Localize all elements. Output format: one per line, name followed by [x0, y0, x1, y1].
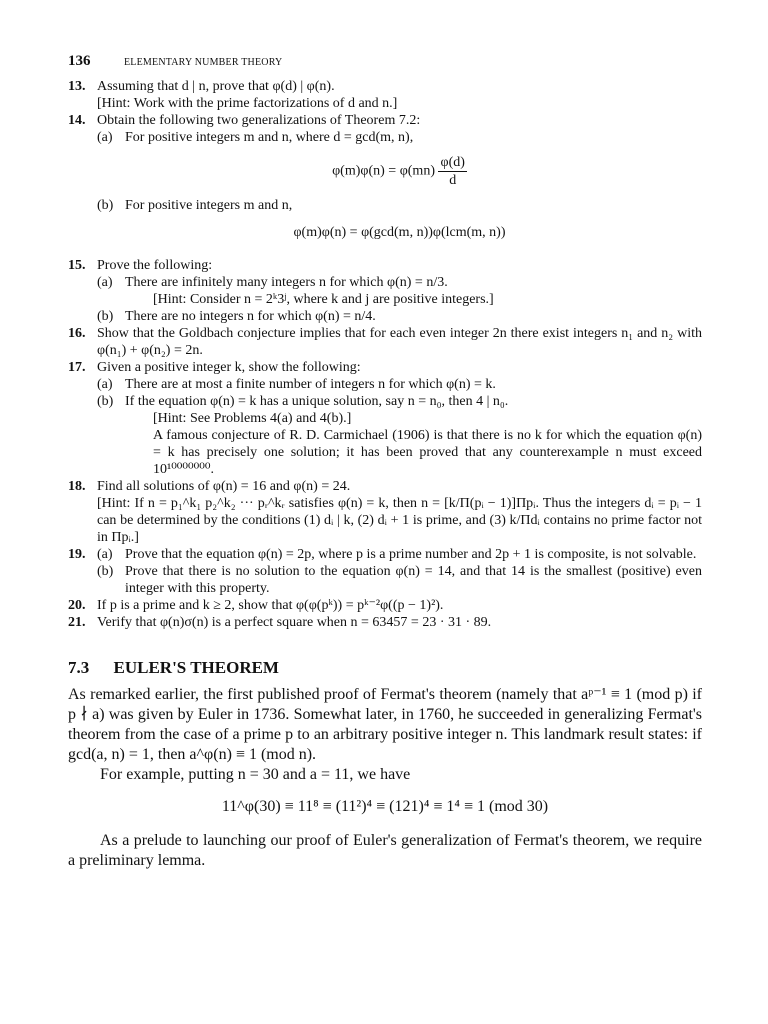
subpart-label: (a) [97, 377, 113, 392]
page-number: 136 [68, 53, 91, 69]
subpart-label: (a) [97, 130, 113, 145]
section-body [68, 685, 702, 871]
subpart-label: (b) [97, 198, 114, 213]
running-title: ELEMENTARY NUMBER THEORY [124, 57, 283, 68]
problem-number: 17. [68, 360, 86, 375]
problem-hint: [Hint: See Problems 4(a) and 4(b).] [153, 411, 352, 426]
problem-text: If p is a prime and k ≥ 2, show that φ(φ(pᵏ)) = pᵏ⁻²φ((p − 1)²). [97, 598, 444, 613]
problem-text: Prove the following: [97, 258, 213, 273]
subpart-text: Prove that the equation φ(n) = 2p, where p is a prime number and 2p + 1 is composite, is not solvable. [125, 547, 697, 562]
subpart-a [97, 129, 702, 146]
problem-16 [68, 325, 702, 359]
problem-note: A famous conjecture of R. D. Carmichael (1906) is that there is no k for which the equation φ(n) = k has precisely one solution; it has been proved that any counterexample n must exceed 10¹⁰⁰⁰⁰⁰⁰⁰. [153, 428, 702, 477]
problem-17 [68, 359, 702, 478]
problem-text: Show that the Goldbach conjecture implies that for each even integer 2n there exist integers n₁ and n₂ with φ(n₁) + φ(n₂) = 2n. [97, 326, 702, 358]
problem-text: Find all solutions of φ(n) = 16 and φ(n) = 24. [97, 479, 351, 494]
display-equation: 11^φ(30) ≡ 11⁸ ≡ (11²)⁴ ≡ (121)⁴ ≡ 1⁴ ≡ 1 (mod 30) [221, 798, 549, 815]
problem-number: 14. [68, 113, 86, 128]
subpart-text: There are infinitely many integers n for which φ(n) = n/3. [125, 275, 448, 290]
problem-number: 20. [68, 598, 86, 613]
subpart-b [97, 563, 702, 597]
problem-number: 18. [68, 479, 86, 494]
subpart-b [97, 393, 702, 478]
problem-14 [68, 112, 702, 257]
display-equation: φ(m)φ(n) = φ(gcd(m, n))φ(lcm(m, n)) [293, 225, 506, 240]
paragraph: For example, putting n = 30 and a = 11, we have [100, 766, 411, 783]
section-title: EULER'S THEOREM [113, 658, 279, 677]
subpart-label: (a) [97, 547, 113, 562]
subpart-text: For positive integers m and n, [125, 198, 293, 213]
subpart-text: If the equation φ(n) = k has a unique solution, say n = n₀, then 4 | n₀. [125, 394, 509, 409]
fraction [438, 154, 466, 189]
problem-19 [68, 546, 702, 597]
paragraph: As remarked earlier, the first published proof of Fermat's theorem (namely that aᵖ⁻¹ ≡ 1 (mod p) if p ∤ a) was given by Euler in 1736. Somewhat later, in 1760, he succeeded in generalizing Fermat's theorem from the case of a prime p to an arbitrary positive integer n. This landmark result states: if gcd(a, n) = 1, then a^φ(n) ≡ 1 (mod n). [68, 686, 702, 763]
problem-number: 15. [68, 258, 86, 273]
problem-text: Given a positive integer k, show the following: [97, 360, 361, 375]
problem-hint: [Hint: Consider n = 2ᵏ3ʲ, where k and j are positive integers.] [153, 292, 494, 307]
problem-21 [68, 614, 702, 631]
problem-18 [68, 478, 702, 546]
problem-13 [68, 78, 702, 112]
subpart-text: For positive integers m and n, where d = gcd(m, n), [125, 130, 414, 145]
section-heading [68, 657, 702, 679]
problem-number: 16. [68, 326, 86, 341]
paragraph: As a prelude to launching our proof of Euler's generalization of Fermat's theorem, we require a preliminary lemma. [68, 832, 702, 869]
problem-hint: [Hint: Work with the prime factorizations of d and n.] [97, 96, 398, 111]
subpart-a [97, 546, 702, 563]
subpart-a [97, 274, 702, 308]
problem-number: 19. [68, 547, 86, 562]
problem-text: Assuming that d | n, prove that φ(d) | φ(n). [97, 79, 335, 94]
subpart-label: (b) [97, 564, 114, 579]
problem-hint: [Hint: If n = p₁^k₁ p₂^k₂ ··· pᵣ^kᵣ satisfies φ(n) = k, then n = [k/Π(pᵢ − 1)]Πpᵢ. Thus the integers dᵢ = pᵢ − 1 can be determined by the conditions (1) dᵢ | k, (2) dᵢ + 1 is prime, and (3) k/Πdᵢ contains no prime factor not in Πpᵢ.] [97, 496, 702, 545]
problem-list [68, 78, 702, 631]
page-header [68, 52, 702, 72]
problem-number: 21. [68, 615, 86, 630]
fraction-numerator: φ(d) [440, 155, 465, 170]
subpart-label: (b) [97, 394, 114, 409]
page [68, 52, 702, 871]
subpart-label: (b) [97, 309, 114, 324]
subpart-b [97, 308, 702, 325]
problem-number: 13. [68, 79, 86, 94]
section-number: 7.3 [68, 658, 90, 677]
problem-text: Verify that φ(n)σ(n) is a perfect square when n = 63457 = 23 · 31 · 89. [97, 615, 492, 630]
problem-20 [68, 597, 702, 614]
subpart-text: There are no integers n for which φ(n) = n/4. [125, 309, 376, 324]
equation-left: φ(m)φ(n) = φ(mn) [332, 163, 435, 179]
subpart-text: There are at most a finite number of integers n for which φ(n) = k. [125, 377, 496, 392]
fraction-denominator: d [449, 173, 457, 188]
subpart-text: Prove that there is no solution to the equation φ(n) = 14, and that 14 is the smallest (positive) even integer with this property. [125, 564, 702, 596]
subpart-a [97, 376, 702, 393]
problem-text: Obtain the following two generalizations of Theorem 7.2: [97, 113, 421, 128]
problem-15 [68, 257, 702, 325]
subpart-label: (a) [97, 275, 113, 290]
display-equation [97, 146, 702, 197]
subpart-b [97, 197, 702, 214]
